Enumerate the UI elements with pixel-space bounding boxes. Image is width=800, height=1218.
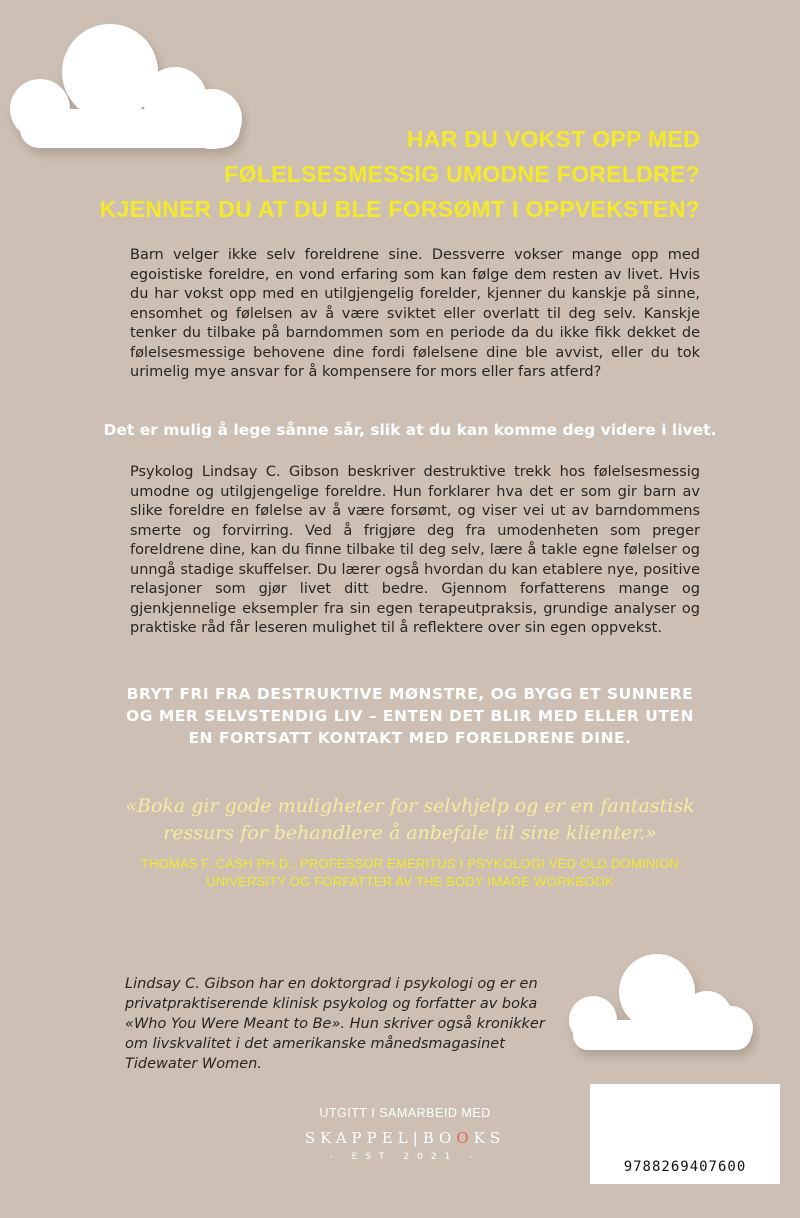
publisher-logo-part-3: KS (473, 1129, 506, 1147)
publisher-logo-letter-o-2: O (456, 1129, 474, 1147)
call-to-action-line-3: EN FORTSATT KONTAKT MED FORELDRENE DINE. (188, 729, 632, 747)
call-to-action-line-1: BRYT FRI FRA DESTRUKTIVE MØNSTRE, OG BYGG ET SUNNERE (126, 685, 694, 703)
intro-paragraph: Barn velger ikke selv foreldrene sine. Dessverre vokser mange opp med egoistiske foreldre, en vond erfaring som kan følge dem resten av livet. Hvis du har vokst opp med en utilgjengelig forelder, kjenner du kanskje på sinne, ensomhet og følelsen av å være sviktet eller overlatt til deg selv. Kanskje tenker du tilbake på barndommen som en periode da du ikke fikk dekket de følelsesmessige behovene dine fordi følelsene dine ble avvist, eller du tok urimelig mye ansvar for å kompensere for mors eller fars atferd? (130, 247, 700, 380)
highlight-statement: Det er mulig å lege sånne sår, slik at du kan komme deg videre i livet. (103, 421, 717, 439)
publisher-logo-letter-o-1: O (439, 1129, 457, 1147)
publisher-label: UTGITT I SAMARBEID MED (319, 1106, 491, 1120)
description-paragraph: Psykolog Lindsay C. Gibson beskriver destruktive trekk hos følelsesmessig umodne og utilgjengelige foreldre. Hun forklarer hva det er som gir barn av slike foreldre en følelse av å være forsømt, og viser vei ut av barndommens smerte og forvirring. Ved å frigjøre deg fra umodenheten som preger foreldrene dine, kan du finne tilbake til deg selv, lære å takle egne følelser og unngå stadige skuffelser. Du lærer også hvordan du kan etablere nye, positive relasjoner som gjør livet ditt bedre. Gjennom forfatterens mange og gjenkjennelige eksempler fra sin egen terapeutpraksis, grundige analyser og praktiske råd får leseren mulighet til å reflektere over sin egen oppvekst. (130, 464, 700, 636)
headline-line-2: FØLELSESMESSIG UMODNE FORELDRE? (224, 161, 700, 187)
publisher-logo-separator: | (412, 1129, 423, 1147)
headline-line-1: HAR DU VOKST OPP MED (406, 126, 700, 152)
isbn-number: 9788269407600 (623, 1159, 747, 1175)
headline (60, 122, 700, 227)
quote-attribution (100, 855, 720, 891)
cloud-icon-bottom (555, 950, 760, 1065)
quote-attribution-line-1: THOMAS F. CASH PH.D., PROFESSOR EMERITUS I PSYKOLOGI VED OLD DOMINION (140, 856, 680, 871)
publisher-logo-part-2: B (422, 1129, 440, 1147)
publisher-est: - EST 2021 - (329, 1152, 481, 1162)
review-quote: «Boka gir gode muligheter for selvhjelp og er en fantastisk ressurs for behandlere å anbefale til sine klienter.» (125, 795, 695, 844)
call-to-action (100, 683, 720, 749)
author-bio: Lindsay C. Gibson har en doktorgrad i psykologi og er en privatpraktiserende klinisk psykolog og forfatter av boka «Who You Were Meant to Be». Hun skriver også kronikker om livskvalitet i det amerikanske månedsmagasinet Tidewater Women. (125, 976, 545, 1072)
publisher-logo (270, 1129, 540, 1147)
publisher-logo-part-1: SKAPPEL (304, 1129, 413, 1147)
publisher-block (270, 1106, 540, 1162)
call-to-action-line-2: OG MER SELVSTENDIG LIV – ENTEN DET BLIR MED ELLER UTEN (126, 707, 694, 725)
barcode-area (590, 1084, 780, 1184)
quote-attribution-line-2: UNIVERSITY OG FORFATTER AV THE BODY IMAGE WORKBOOK (206, 874, 614, 889)
headline-line-3: KJENNER DU AT DU BLE FORSØMT I OPPVEKSTEN? (99, 196, 700, 222)
